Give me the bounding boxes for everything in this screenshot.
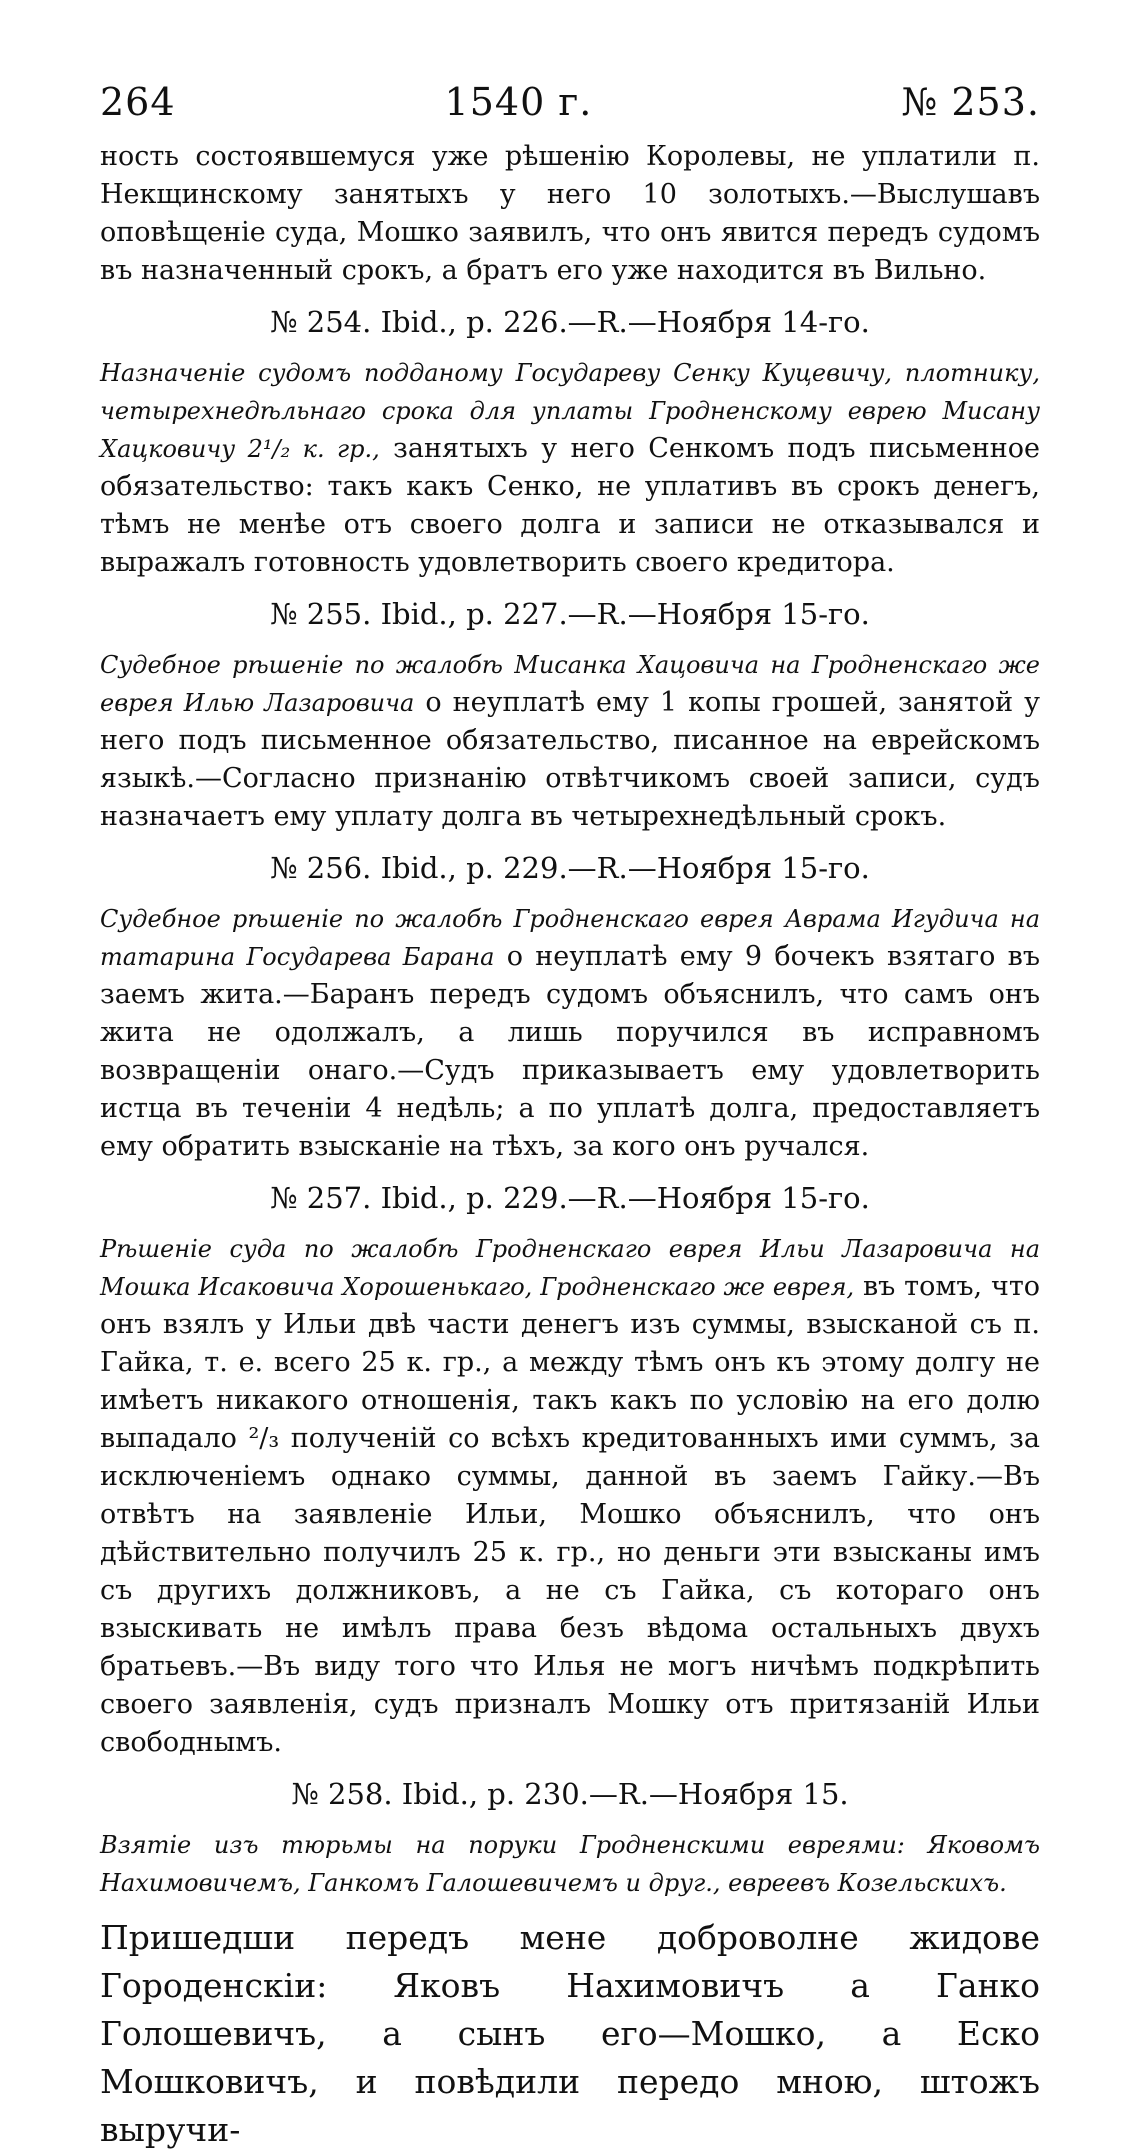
entry-heading: № 254. Ibid., р. 226.—R.—Ноября 14-го. — [270, 305, 870, 339]
entry-heading: № 257. Ibid., р. 229.—R.—Ноября 15-го. — [270, 1181, 870, 1215]
entry-summary: Судебное рѣшеніе по жалобѣ Мисанка Хацовича на Гродненскаго же еврея Илью Лазаровича — [100, 651, 1040, 717]
year: 1540 г. — [444, 80, 593, 124]
entry-summary: Назначеніе судомъ подданому Государеву Сенку Куцевичу, плотнику, четырехнедѣльнаго срока для уплаты Гродненскому еврею Мисану Хацковичу 2¹/₂ к. гр., — [100, 359, 1040, 463]
entry-body — [100, 1826, 1040, 1902]
running-head — [100, 80, 1040, 124]
source-document-text: Пришедши передъ мене доброволне жидове Городенскіи: Яковъ Нахимовичъ а Ганко Голошевичъ, а сынъ его—Мошко, а Еско Мошковичъ, и повѣдили передо мною, штожъ выручи- — [100, 1918, 1040, 2149]
entry-255 — [100, 594, 1040, 836]
entry-254 — [100, 302, 1040, 582]
entry-body — [100, 900, 1040, 1166]
entry-body — [100, 646, 1040, 836]
page-number: 264 — [100, 80, 176, 124]
entry-heading: № 255. Ibid., р. 227.—R.—Ноября 15-го. — [270, 597, 870, 631]
continuation-paragraph: ность состоявшемуся уже рѣшенію Королевы, не уплатили п. Некщинскому занятыхъ у него 10 золотыхъ.—Выслушавъ оповѣщеніе суда, Мошко заявилъ, что онъ явится передъ судомъ въ назначенный срокъ, а братъ его уже находится въ Вильно. — [100, 141, 1040, 286]
entry-summary: Рѣшеніе суда по жалобѣ Гродненскаго еврея Ильи Лазаровича на Мошка Исаковича Хорошенькаго, Гродненскаго же еврея, — [100, 1235, 1040, 1301]
entry-summary: Судебное рѣшеніе по жалобѣ Гродненскаго еврея Аврама Игудича на татарина Государева Барана — [100, 905, 1040, 971]
entry-257 — [100, 1178, 1040, 1762]
entry-body — [100, 354, 1040, 582]
doc-number: № 253. — [901, 80, 1040, 124]
entry-text: о неуплатѣ ему 1 копы грошей, занятой у него подъ письменное обязательство, писанное на еврейскомъ языкѣ.—Согласно признанію отвѣтчикомъ своей записи, судъ назначаетъ ему уплату долга въ четырехнедѣльный срокъ. — [100, 687, 1040, 832]
entry-heading: № 256. Ibid., р. 229.—R.—Ноября 15-го. — [270, 851, 870, 885]
entry-258 — [100, 1774, 1040, 1902]
entry-256 — [100, 848, 1040, 1166]
entry-heading: № 258. Ibid., р. 230.—R.—Ноября 15. — [291, 1777, 849, 1811]
entry-text: о неуплатѣ ему 9 бочекъ взятаго въ заемъ жита.—Баранъ передъ судомъ объяснилъ, что самъ онъ жита не одолжалъ, а лишь поручился въ исправномъ возвращеніи онаго.—Судъ приказываетъ ему удовлетворить истца въ теченіи 4 недѣль; а по уплатѣ долга, предоставляетъ ему обратить взысканіе на тѣхъ, за кого онъ ручался. — [100, 941, 1040, 1162]
entry-summary: Взятіе изъ тюрьмы на поруки Гродненскими евреями: Яковомъ Нахимовичемъ, Ганкомъ Галошевичемъ и друг., евреевъ Козельскихъ. — [100, 1831, 1040, 1897]
entry-body — [100, 1230, 1040, 1762]
entry-text: занятыхъ у него Сенкомъ подъ письменное обязательство: такъ какъ Сенко, не уплативъ въ срокъ денегъ, тѣмъ не менѣе отъ своего долга и записи не отказывался и выражалъ готовность удовлетворить своего кредитора. — [100, 433, 1040, 578]
entry-text: въ томъ, что онъ взялъ у Ильи двѣ части денегъ изъ суммы, взысканой съ п. Гайка, т. е. всего 25 к. гр., а между тѣмъ онъ къ этому долгу не имѣетъ никакого отношенія, такъ какъ по условію на его долю выпадало ²/₃ полученій со всѣхъ кредитованныхъ ими суммъ, за исключеніемъ однако суммы, данной въ заемъ Гайку.—Въ отвѣтъ на заявленіе Ильи, Мошко объяснилъ, что онъ дѣйствительно получилъ 25 к. гр., но деньги эти взысканы имъ съ другихъ должниковъ, а не съ Гайка, съ котораго онъ взыскивать не имѣлъ права безъ вѣдома остальныхъ двухъ братьевъ.—Въ виду того что Илья не могъ ничѣмъ подкрѣпить своего заявленія, судъ призналъ Мошку отъ притязаній Ильи свободнымъ. — [100, 1271, 1041, 1758]
